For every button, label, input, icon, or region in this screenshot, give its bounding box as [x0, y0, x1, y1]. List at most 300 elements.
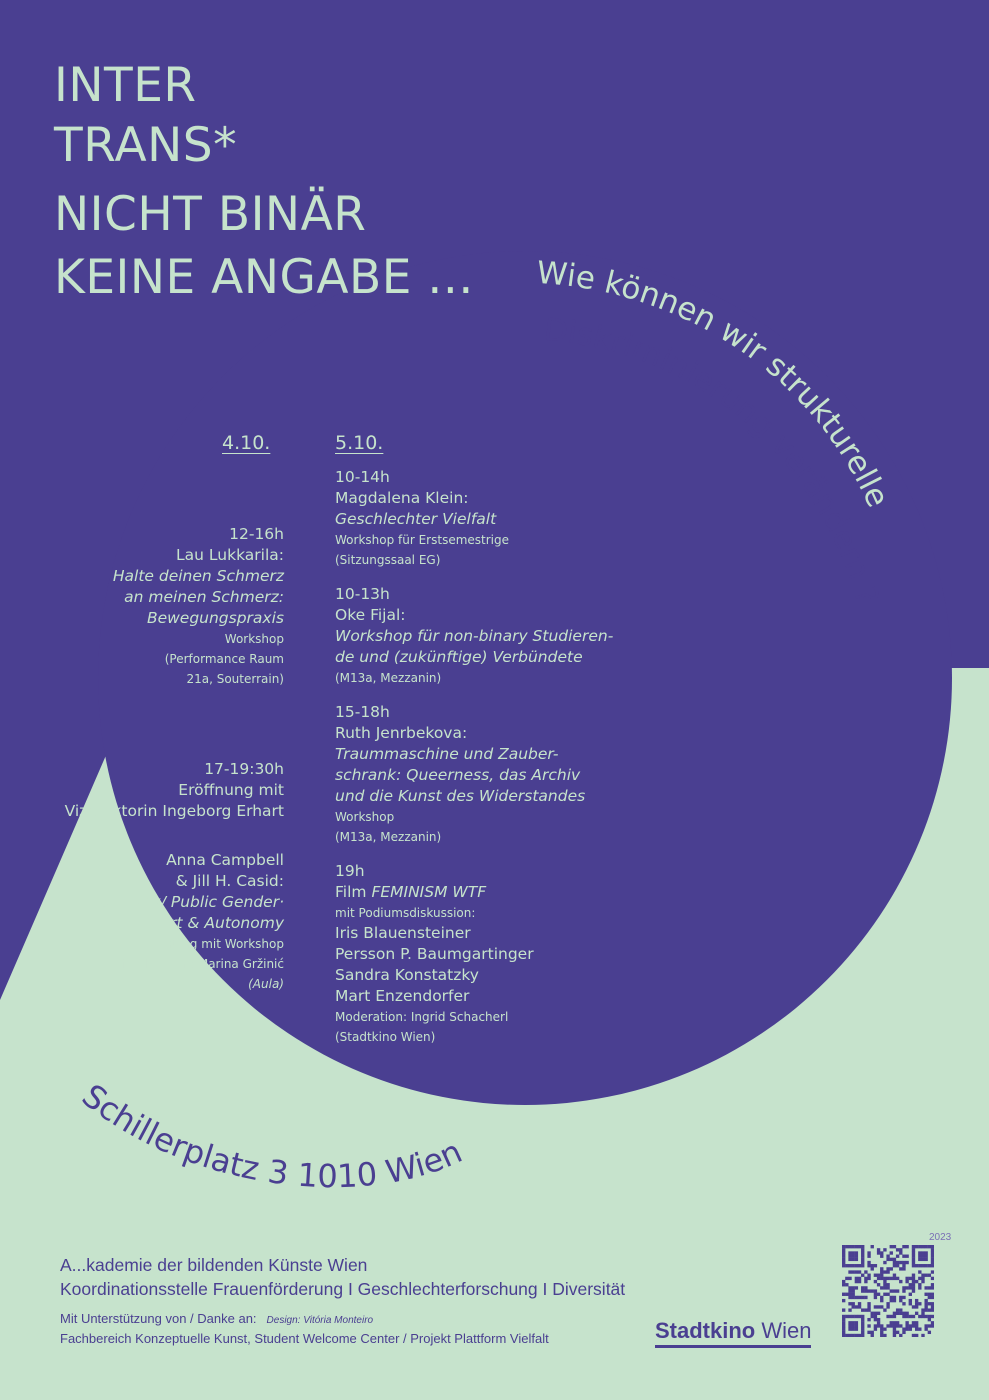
qr-module	[905, 1277, 908, 1280]
qr-module	[861, 1258, 864, 1261]
qr-module	[902, 1289, 905, 1292]
event-detail: (M13a, Mezzanin)	[335, 671, 442, 685]
qr-module	[867, 1289, 870, 1292]
qr-module	[874, 1264, 877, 1267]
qr-module	[902, 1331, 905, 1334]
qr-module	[871, 1267, 874, 1270]
qr-module	[924, 1286, 927, 1289]
qr-module	[912, 1261, 915, 1264]
qr-module	[886, 1286, 889, 1289]
qr-module	[842, 1318, 845, 1321]
qr-module	[874, 1318, 877, 1321]
qr-module	[899, 1267, 902, 1270]
event-title-line: Workshop für non-binary Studieren-	[335, 627, 614, 645]
qr-module	[855, 1251, 858, 1254]
qr-module	[877, 1283, 880, 1286]
qr-module	[861, 1261, 864, 1264]
qr-module	[909, 1299, 912, 1302]
qr-module	[858, 1270, 861, 1273]
qr-module	[861, 1334, 864, 1337]
qr-module	[883, 1277, 886, 1280]
panelist: Persson P. Baumgartinger	[335, 945, 534, 963]
qr-module	[924, 1293, 927, 1296]
qr-module	[893, 1245, 896, 1248]
headline-line-4: KEINE ANGABE ...	[54, 250, 474, 305]
qr-module	[880, 1305, 883, 1308]
qr-module	[918, 1283, 921, 1286]
qr-module	[924, 1255, 927, 1258]
event-detail: (Sitzungssaal EG)	[335, 553, 441, 567]
qr-module	[864, 1308, 867, 1311]
qr-module	[852, 1245, 855, 1248]
qr-module	[861, 1331, 864, 1334]
qr-module	[921, 1277, 924, 1280]
film-prefix: Film	[335, 883, 372, 901]
qr-module	[912, 1245, 915, 1248]
qr-module	[848, 1277, 851, 1280]
qr-module	[886, 1315, 889, 1318]
qr-module	[842, 1261, 845, 1264]
film-line	[335, 882, 655, 903]
stadtkino-bold: Stadtkino	[655, 1318, 756, 1343]
qr-module	[905, 1312, 908, 1315]
qr-module	[861, 1324, 864, 1327]
event-time: 15-18h	[335, 703, 390, 721]
qr-module	[890, 1324, 893, 1327]
qr-module	[924, 1245, 927, 1248]
qr-module	[931, 1324, 934, 1327]
qr-module	[858, 1277, 861, 1280]
qr-module	[864, 1280, 867, 1283]
qr-module	[918, 1327, 921, 1330]
event-time: 10-13h	[335, 585, 390, 603]
qr-module	[855, 1255, 858, 1258]
qr-module	[899, 1308, 902, 1311]
qr-module	[912, 1274, 915, 1277]
qr-module	[855, 1286, 858, 1289]
qr-module	[893, 1331, 896, 1334]
qr-module	[909, 1286, 912, 1289]
qr-module	[905, 1280, 908, 1283]
qr-module	[880, 1274, 883, 1277]
qr-module	[902, 1261, 905, 1264]
qr-module	[912, 1255, 915, 1258]
event-time: 10-14h	[335, 468, 390, 486]
event-title-line: schrank: Queerness, das Archiv	[335, 766, 581, 784]
qr-module	[877, 1305, 880, 1308]
qr-module	[848, 1286, 851, 1289]
qr-module	[918, 1315, 921, 1318]
qr-module	[902, 1245, 905, 1248]
qr-module	[874, 1274, 877, 1277]
qr-module	[924, 1302, 927, 1305]
qr-module	[905, 1255, 908, 1258]
qr-module	[883, 1334, 886, 1337]
qr-module	[864, 1286, 867, 1289]
qr-module	[931, 1245, 934, 1248]
qr-module	[855, 1327, 858, 1330]
qr-module	[893, 1312, 896, 1315]
qr-module	[880, 1327, 883, 1330]
qr-module	[855, 1258, 858, 1261]
qr-module	[893, 1315, 896, 1318]
qr-module	[915, 1245, 918, 1248]
qr-module	[912, 1289, 915, 1292]
qr-module	[842, 1280, 845, 1283]
qr-module	[874, 1296, 877, 1299]
qr-module	[928, 1293, 931, 1296]
qr-module	[880, 1277, 883, 1280]
event-title-line: Halte deinen Schmerz	[112, 567, 284, 585]
qr-module	[915, 1334, 918, 1337]
qr-module	[874, 1315, 877, 1318]
qr-module	[874, 1305, 877, 1308]
qr-module	[867, 1302, 870, 1305]
qr-module	[896, 1261, 899, 1264]
qr-module	[899, 1299, 902, 1302]
qr-module	[890, 1321, 893, 1324]
qr-module	[893, 1321, 896, 1324]
qr-module	[842, 1321, 845, 1324]
qr-module	[883, 1270, 886, 1273]
qr-module	[842, 1293, 845, 1296]
qr-module	[902, 1267, 905, 1270]
qr-module	[858, 1245, 861, 1248]
question-line-2-path: Diskriminierung verändern ?	[542, 311, 886, 609]
qr-module	[852, 1324, 855, 1327]
qr-module	[867, 1264, 870, 1267]
panel-label: mit Podiumsdiskussion:	[335, 906, 476, 920]
qr-module	[848, 1327, 851, 1330]
qr-module	[877, 1251, 880, 1254]
qr-module	[848, 1324, 851, 1327]
qr-module	[931, 1270, 934, 1273]
qr-module	[842, 1308, 845, 1311]
qr-module	[893, 1324, 896, 1327]
qr-module	[890, 1289, 893, 1292]
qr-module	[931, 1264, 934, 1267]
qr-module	[921, 1308, 924, 1311]
qr-module	[858, 1305, 861, 1308]
qr-module	[877, 1293, 880, 1296]
qr-module	[931, 1315, 934, 1318]
qr-module	[928, 1296, 931, 1299]
qr-module	[845, 1334, 848, 1337]
partners: Fachbereich Konzeptuelle Kunst, Student Welcome Center / Projekt Plattform Vielfalt	[60, 1331, 549, 1346]
qr-module	[842, 1331, 845, 1334]
qr-module	[931, 1261, 934, 1264]
qr-module	[893, 1299, 896, 1302]
qr-module	[852, 1302, 855, 1305]
qr-module	[845, 1277, 848, 1280]
qr-module	[852, 1305, 855, 1308]
qr-module	[861, 1318, 864, 1321]
qr-module	[899, 1312, 902, 1315]
qr-module	[924, 1258, 927, 1261]
qr-module	[855, 1321, 858, 1324]
qr-module	[852, 1258, 855, 1261]
qr-module	[852, 1334, 855, 1337]
event-line: Vizerektorin Ingeborg Erhart	[64, 802, 284, 820]
qr-module	[912, 1315, 915, 1318]
qr-module	[861, 1286, 864, 1289]
qr-module	[918, 1302, 921, 1305]
qr-module	[890, 1277, 893, 1280]
qr-module	[877, 1248, 880, 1251]
qr-module	[848, 1251, 851, 1254]
qr-module	[912, 1251, 915, 1254]
qr-module	[921, 1315, 924, 1318]
event-opening	[30, 759, 284, 822]
qr-module	[905, 1327, 908, 1330]
qr-module	[874, 1280, 877, 1283]
event-speaker: Oke Fijal:	[335, 606, 406, 624]
event-detail: Workshop	[335, 810, 395, 824]
qr-module	[886, 1258, 889, 1261]
qr-module	[905, 1315, 908, 1318]
event-title-line: Art & Autonomy	[159, 914, 284, 932]
qr-module	[912, 1334, 915, 1337]
qr-module	[924, 1264, 927, 1267]
qr-module	[931, 1283, 934, 1286]
qr-module	[858, 1302, 861, 1305]
event-detail: Workshop für Erstsemestrige	[335, 533, 509, 547]
qr-module	[874, 1327, 877, 1330]
qr-module	[867, 1251, 870, 1254]
qr-module	[918, 1286, 921, 1289]
qr-module	[890, 1258, 893, 1261]
qr-code[interactable]	[842, 1245, 934, 1337]
qr-module	[899, 1280, 902, 1283]
qr-module	[852, 1296, 855, 1299]
qr-module	[918, 1277, 921, 1280]
qr-module	[855, 1305, 858, 1308]
qr-module	[883, 1327, 886, 1330]
qr-module	[921, 1251, 924, 1254]
event-speaker: & Jill H. Casid:	[175, 872, 284, 890]
qr-module	[848, 1270, 851, 1273]
qr-module	[867, 1331, 870, 1334]
event-speaker: Ruth Jenrbekova:	[335, 724, 468, 742]
qr-module	[845, 1283, 848, 1286]
qr-module	[924, 1308, 927, 1311]
qr-module	[899, 1248, 902, 1251]
qr-module	[861, 1248, 864, 1251]
qr-module	[861, 1296, 864, 1299]
qr-module	[912, 1248, 915, 1251]
qr-module	[845, 1245, 848, 1248]
qr-module	[902, 1286, 905, 1289]
qr-module	[848, 1296, 851, 1299]
qr-module	[931, 1286, 934, 1289]
event-klein	[335, 467, 655, 570]
qr-module	[861, 1321, 864, 1324]
question-line-1-path: Wie können wir strukturelle	[535, 254, 896, 513]
qr-module	[909, 1283, 912, 1286]
qr-module	[899, 1251, 902, 1254]
qr-module	[909, 1324, 912, 1327]
qr-module	[912, 1321, 915, 1324]
qr-module	[861, 1264, 864, 1267]
qr-module	[893, 1277, 896, 1280]
qr-module	[924, 1251, 927, 1254]
qr-module	[912, 1305, 915, 1308]
qr-module	[909, 1327, 912, 1330]
qr-module	[931, 1277, 934, 1280]
event-room: (Aula)	[248, 977, 284, 991]
credit-academy: A...kademie der bildenden Künste Wien	[60, 1255, 368, 1275]
qr-module	[893, 1264, 896, 1267]
qr-module	[931, 1293, 934, 1296]
qr-module	[877, 1324, 880, 1327]
qr-module	[915, 1299, 918, 1302]
qr-module	[867, 1261, 870, 1264]
qr-module	[864, 1270, 867, 1273]
qr-module	[918, 1245, 921, 1248]
credit-office: Koordinationsstelle Frauenförderung I Geschlechterforschung I Diversität	[60, 1279, 626, 1299]
qr-module	[867, 1324, 870, 1327]
qr-module	[928, 1286, 931, 1289]
qr-module	[852, 1270, 855, 1273]
qr-module	[915, 1302, 918, 1305]
qr-module	[902, 1327, 905, 1330]
qr-module	[931, 1258, 934, 1261]
qr-module	[848, 1315, 851, 1318]
qr-module	[896, 1255, 899, 1258]
qr-module	[877, 1312, 880, 1315]
qr-module	[890, 1296, 893, 1299]
qr-module	[855, 1245, 858, 1248]
event-time: 17-19:30h	[204, 760, 284, 778]
qr-module	[896, 1324, 899, 1327]
qr-module	[874, 1293, 877, 1296]
qr-module	[861, 1315, 864, 1318]
qr-module	[867, 1318, 870, 1321]
qr-module	[845, 1315, 848, 1318]
event-title-line: an meinen Schmerz:	[124, 588, 284, 606]
qr-module	[899, 1296, 902, 1299]
qr-module	[896, 1312, 899, 1315]
qr-module	[915, 1264, 918, 1267]
qr-module	[861, 1274, 864, 1277]
qr-module	[864, 1289, 867, 1292]
date-day-2: 5.10.	[335, 432, 384, 454]
event-title-line: und die Kunst des Widerstandes	[335, 787, 586, 805]
event-jenrbekova	[335, 702, 655, 847]
qr-module	[912, 1286, 915, 1289]
qr-module	[928, 1274, 931, 1277]
qr-module	[852, 1293, 855, 1296]
qr-module	[877, 1321, 880, 1324]
event-detail: (M13a, Mezzanin)	[335, 830, 442, 844]
qr-module	[855, 1315, 858, 1318]
qr-module	[848, 1289, 851, 1292]
qr-module	[905, 1286, 908, 1289]
qr-module	[852, 1289, 855, 1292]
film-title: FEMINISM WTF	[371, 883, 487, 901]
qr-module	[855, 1270, 858, 1273]
qr-module	[874, 1324, 877, 1327]
qr-module	[852, 1315, 855, 1318]
qr-module	[848, 1245, 851, 1248]
event-detail: Vortrag mit Workshop	[153, 937, 284, 951]
event-title-line: Traummaschine und Zauber-	[335, 745, 559, 763]
qr-module	[915, 1280, 918, 1283]
qr-module	[912, 1258, 915, 1261]
qr-module	[877, 1274, 880, 1277]
qr-module	[861, 1289, 864, 1292]
qr-module	[893, 1289, 896, 1292]
qr-module	[880, 1251, 883, 1254]
qr-module	[924, 1274, 927, 1277]
qr-module	[852, 1321, 855, 1324]
qr-module	[899, 1334, 902, 1337]
qr-module	[921, 1334, 924, 1337]
qr-module	[915, 1312, 918, 1315]
qr-module	[902, 1312, 905, 1315]
qr-module	[874, 1289, 877, 1292]
qr-module	[912, 1324, 915, 1327]
qr-module	[871, 1289, 874, 1292]
qr-module	[886, 1293, 889, 1296]
qr-module	[931, 1251, 934, 1254]
qr-module	[928, 1302, 931, 1305]
qr-module	[915, 1321, 918, 1324]
qr-module	[899, 1324, 902, 1327]
qr-module	[921, 1264, 924, 1267]
qr-module	[871, 1315, 874, 1318]
qr-module	[874, 1312, 877, 1315]
qr-module	[858, 1264, 861, 1267]
qr-module	[921, 1274, 924, 1277]
qr-module	[915, 1305, 918, 1308]
qr-module	[896, 1248, 899, 1251]
qr-module	[852, 1327, 855, 1330]
qr-module	[896, 1308, 899, 1311]
qr-module	[871, 1331, 874, 1334]
qr-module	[886, 1277, 889, 1280]
qr-module	[921, 1312, 924, 1315]
event-line: Eröffnung mit	[178, 781, 284, 799]
qr-module	[861, 1308, 864, 1311]
qr-module	[931, 1296, 934, 1299]
qr-module	[912, 1280, 915, 1283]
qr-module	[905, 1261, 908, 1264]
qr-module	[905, 1324, 908, 1327]
qr-module	[896, 1331, 899, 1334]
qr-module	[918, 1251, 921, 1254]
qr-module	[858, 1315, 861, 1318]
qr-module	[848, 1258, 851, 1261]
qr-module	[858, 1296, 861, 1299]
qr-module	[893, 1274, 896, 1277]
event-lukkarila	[30, 524, 284, 689]
event-detail: (Performance Raum	[164, 652, 284, 666]
qr-module	[928, 1324, 931, 1327]
qr-module	[928, 1245, 931, 1248]
stadtkino-logo	[655, 1318, 811, 1348]
qr-module	[928, 1331, 931, 1334]
qr-module	[890, 1245, 893, 1248]
qr-module	[880, 1331, 883, 1334]
qr-module	[909, 1293, 912, 1296]
qr-module	[931, 1308, 934, 1311]
qr-module	[928, 1308, 931, 1311]
qr-module	[848, 1321, 851, 1324]
qr-module	[883, 1248, 886, 1251]
qr-module	[880, 1255, 883, 1258]
qr-module	[896, 1289, 899, 1292]
